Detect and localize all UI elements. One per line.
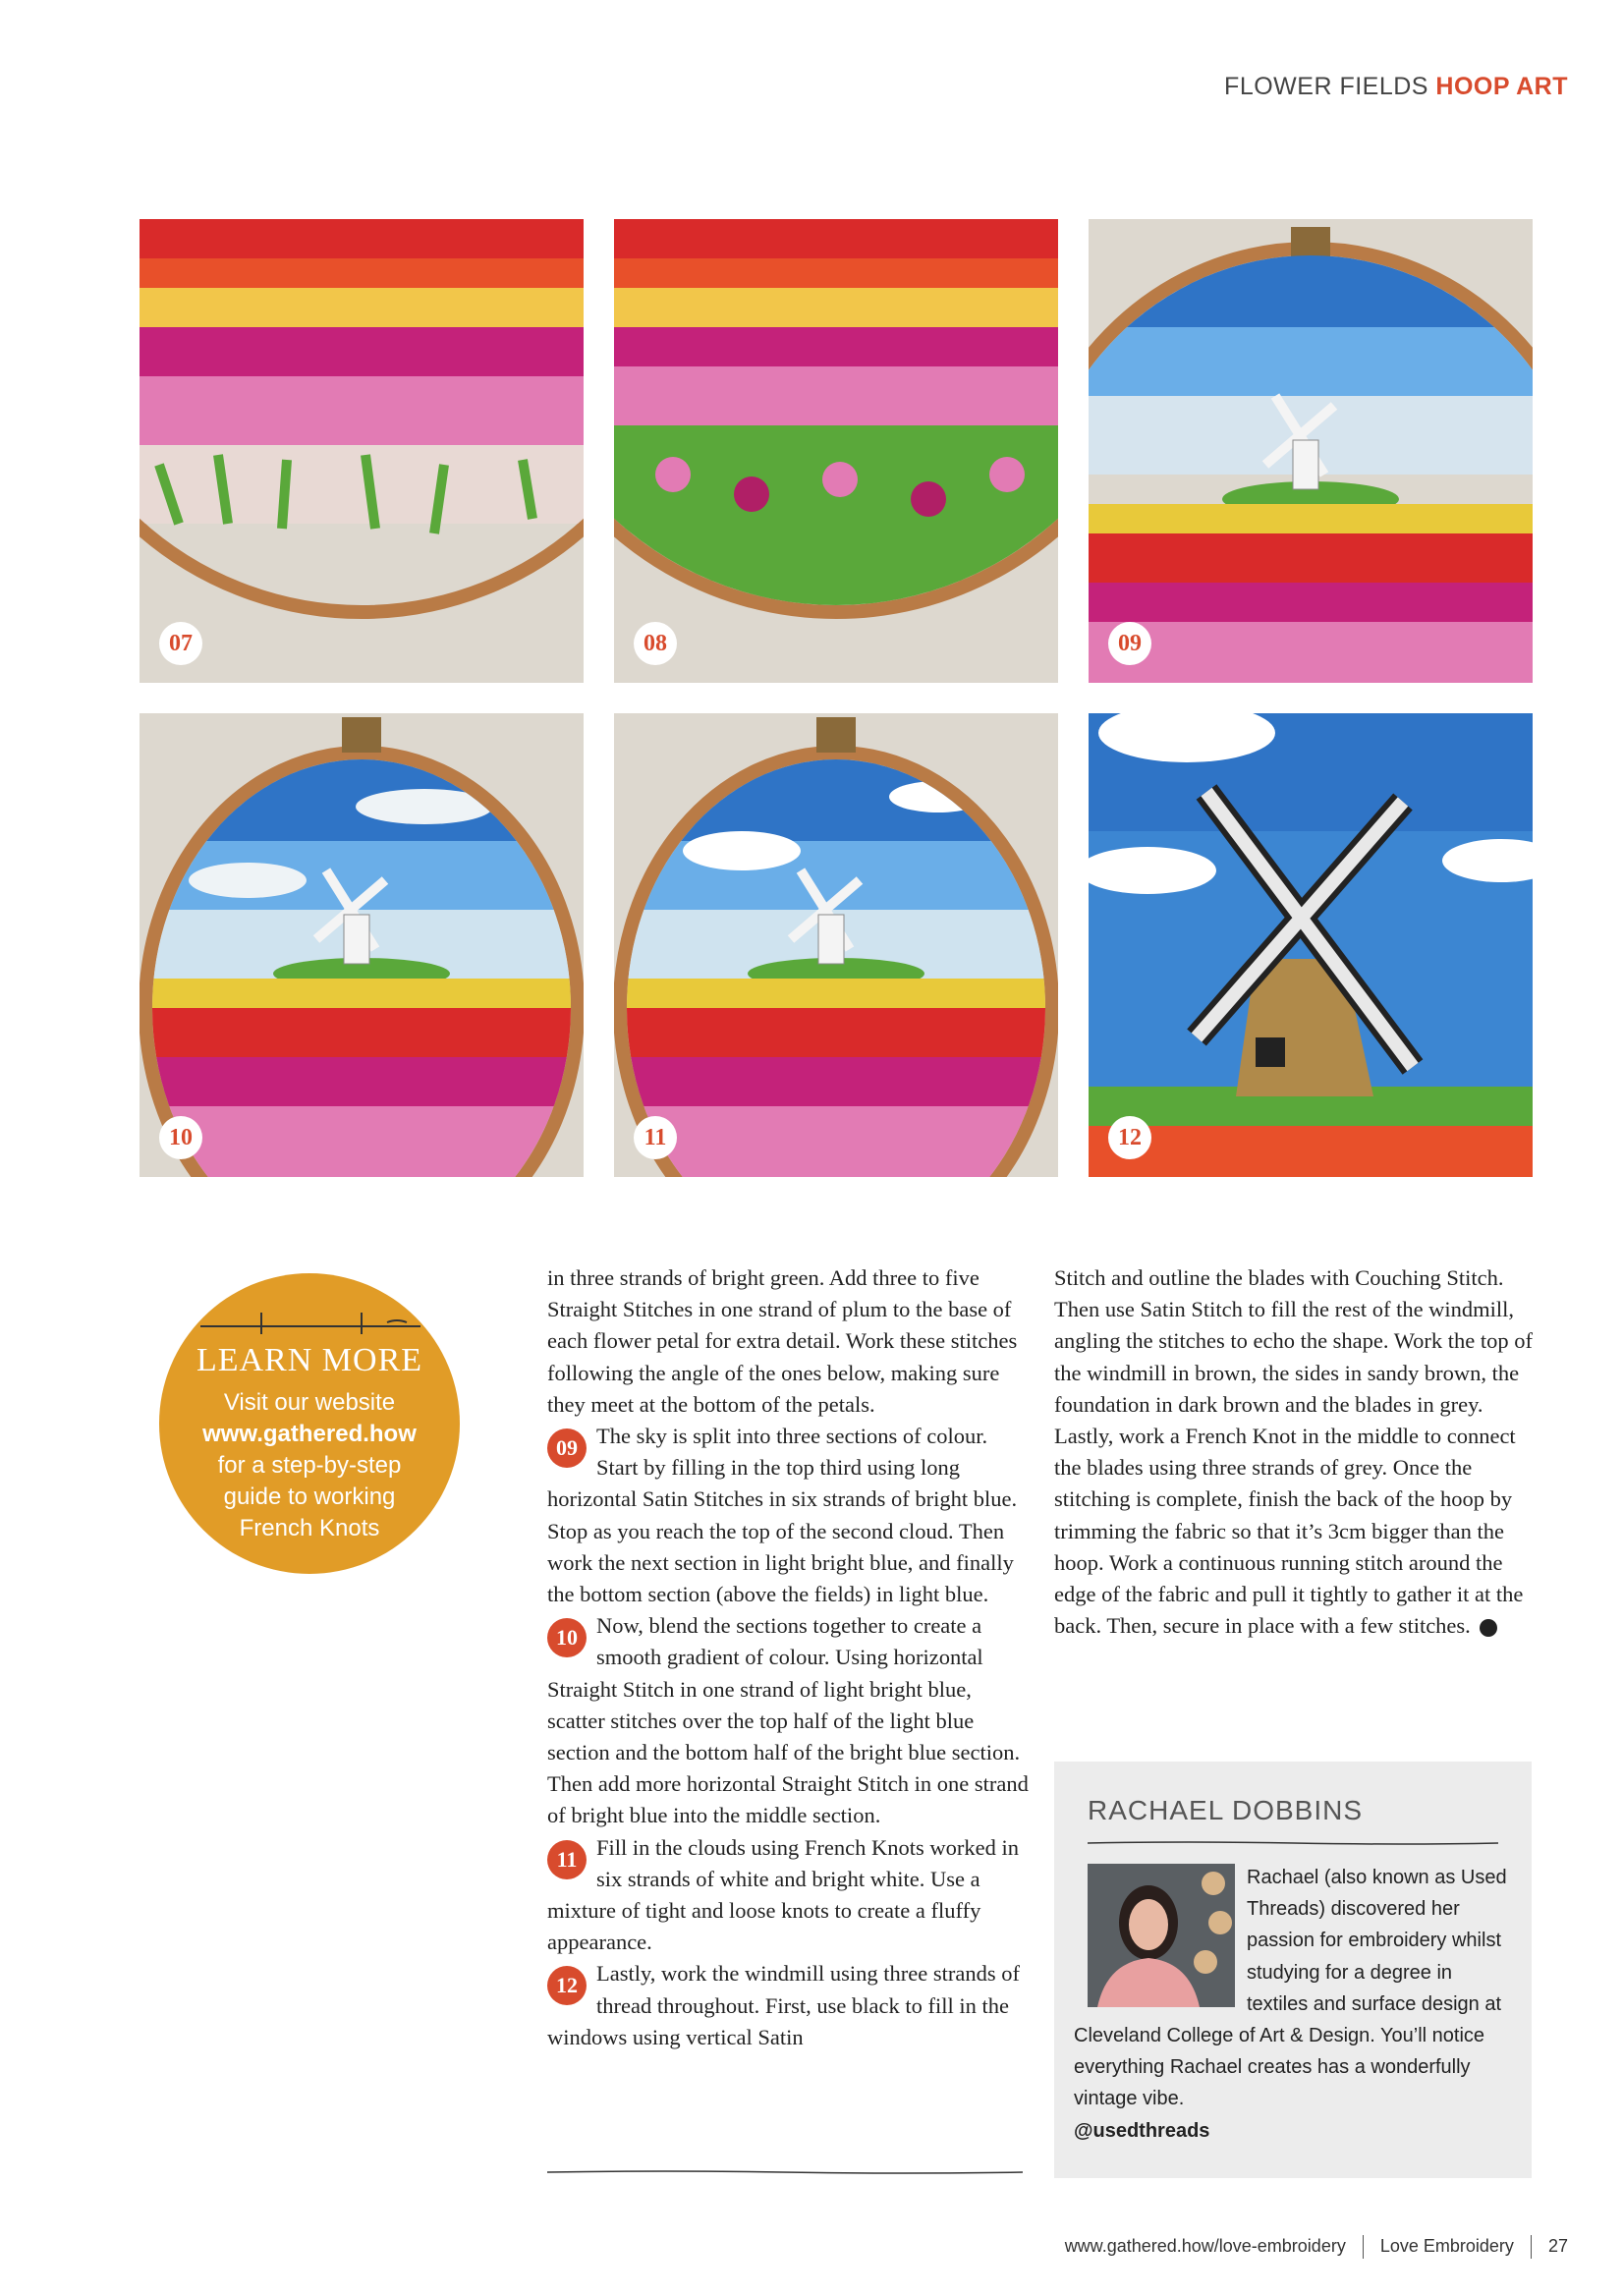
step-text: The sky is split into three sections of colour. Start by filling in the top third using long horizontal Satin Stitches in six strands of bright blue. Stop as you reach the top of the second cloud. Then work the next section in light bright blue, and finally the bottom section (above the fields) in light blue. <box>547 1424 1018 1607</box>
instruction-step-10 <box>547 1610 1029 1831</box>
photo-step-11 <box>614 713 1058 1177</box>
page-header <box>1224 73 1568 101</box>
page-footer <box>1065 2235 1568 2259</box>
photo-step-12 <box>1089 713 1533 1177</box>
step-number: 11 <box>547 1840 587 1879</box>
step-badge: 09 <box>1108 622 1151 665</box>
bio-divider <box>1088 1840 1498 1846</box>
step-number: 10 <box>547 1618 587 1657</box>
footer-separator <box>1363 2235 1364 2259</box>
embroidery-photo-icon <box>614 713 1058 1177</box>
photo-step-09 <box>1089 219 1533 683</box>
header-title: HOOP ART <box>1435 73 1568 100</box>
instruction-continued: Stitch and outline the blades with Couching Stitch. Then use Satin Stitch to fill the rest of the windmill, angling the stitches to echo the shape. Work the top of the windmill in brown, the sides in sandy brown, the foundation in dark brown and the blades in grey. Lastly, work a French Knot in the middle to connect the blades using three strands of grey. Once the stitching is complete, finish the back of the hoop by trimming the fabric so that it’s 3cm bigger than the hoop. Work a continuous running stitch around the edge of the fabric and pull it tightly to gather it at the back. Then, secure in place with a few stitches. <box>1054 1265 1534 1639</box>
step-badge: 08 <box>634 622 677 665</box>
author-bio <box>1054 1762 1532 2178</box>
photo-step-07 <box>140 219 584 683</box>
author-handle[interactable]: @usedthreads <box>1074 2119 1210 2142</box>
learn-more-link[interactable]: www.gathered.how <box>202 1421 417 1447</box>
learn-more-callout <box>159 1273 460 1574</box>
author-bio-text <box>1074 1862 1516 2147</box>
header-section: FLOWER FIELDS <box>1224 73 1428 100</box>
footer-url[interactable]: www.gathered.how/love-embroidery <box>1064 2235 1346 2256</box>
author-name: RACHAEL DOBBINS <box>1088 1795 1364 1825</box>
embroidery-photo-icon <box>140 713 584 1177</box>
footer-magazine: Love Embroidery <box>1379 2235 1514 2256</box>
learn-more-line: for a step-by-step <box>217 1452 402 1479</box>
photo-step-08 <box>614 219 1058 683</box>
column-divider <box>547 2169 1023 2175</box>
instruction-step-11 <box>547 1832 1029 1959</box>
end-mark-icon <box>1480 1619 1497 1637</box>
step-badge: 11 <box>634 1116 677 1159</box>
step-badge: 10 <box>159 1116 202 1159</box>
page-number: 27 <box>1547 2235 1568 2256</box>
embroidery-photo-icon <box>614 219 1058 683</box>
step-text: Lastly, work the windmill using three strands of thread throughout. First, use black to fill in the windows using vertical Satin <box>547 1961 1020 2049</box>
instructions-column-2 <box>1054 1262 1536 1642</box>
step-number: 12 <box>547 1966 587 2005</box>
learn-more-line: guide to working <box>223 1484 396 1510</box>
needle-thread-icon <box>200 1309 420 1338</box>
step-number: 09 <box>547 1428 587 1468</box>
step-badge: 12 <box>1108 1116 1151 1159</box>
bio-paragraph: Rachael (also known as Used Threads) discovered her passion for embroidery whilst studying for a degree in textiles and surface design at Cleveland College of Art & Design. You’ll notice everything Rachael creates has a wonderfully vintage vibe. <box>1074 1867 1507 2110</box>
step-badge: 07 <box>159 622 202 665</box>
instruction-step-12 <box>547 1958 1029 2053</box>
instruction-intro: in three strands of bright green. Add three to five Straight Stitches in one strand of plum to the base of each flower petal for extra detail. Work these stitches following the angle of the ones below, making sure they meet at the bottom of the petals. <box>547 1265 1018 1417</box>
embroidery-photo-icon <box>1089 219 1533 683</box>
step-text: Now, blend the sections together to create a smooth gradient of colour. Using horizontal Straight Stitch in one strand of light bright blue, scatter stitches over the top half of the light blue section and the bottom half of the bright blue section. Then add more horizontal Straight Stitch in one strand of bright blue into the middle section. <box>547 1613 1029 1828</box>
embroidery-photo-icon <box>140 219 584 683</box>
instructions-column-1 <box>547 1262 1029 2053</box>
instruction-step-09 <box>547 1421 1029 1610</box>
embroidery-photo-icon <box>1089 713 1533 1177</box>
footer-separator <box>1531 2235 1532 2259</box>
learn-more-line: French Knots <box>239 1515 380 1541</box>
step-text: Fill in the clouds using French Knots worked in six strands of white and bright white. Use a mixture of tight and loose knots to create a fluffy appearance. <box>547 1834 1019 1955</box>
photo-step-10 <box>140 713 584 1177</box>
learn-more-title: LEARN MORE <box>196 1342 423 1378</box>
learn-more-line: Visit our website <box>223 1389 396 1416</box>
